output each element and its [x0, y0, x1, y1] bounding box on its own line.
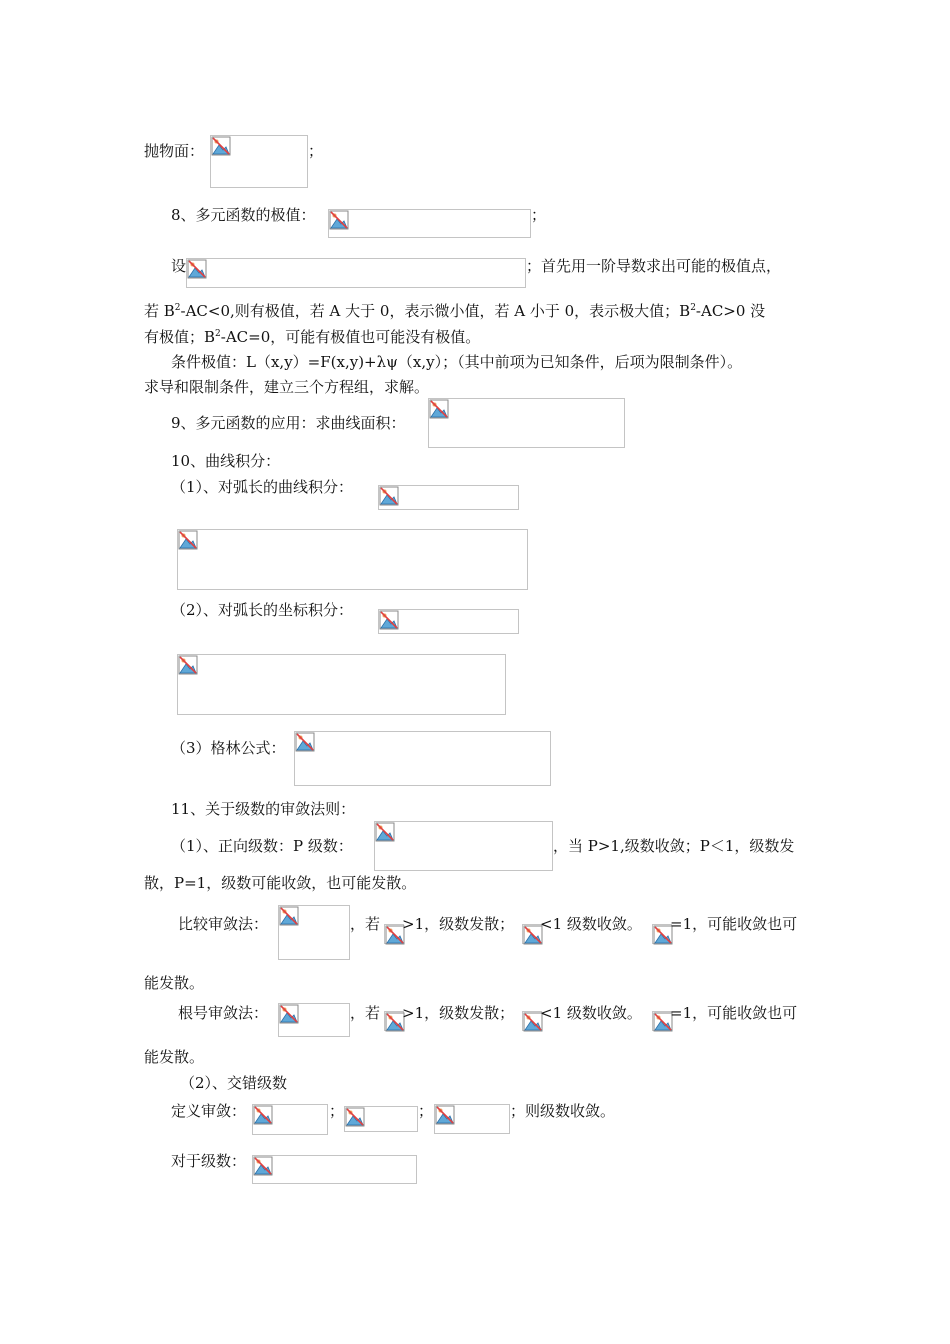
text-semicolon: ；	[418, 1102, 434, 1120]
text-p-series-cont: 散，P=1，级数可能收敛，也可能发散。	[144, 874, 417, 892]
broken-image-icon	[429, 399, 449, 419]
broken-image-icon	[279, 1004, 299, 1024]
formula-image-13	[522, 924, 542, 944]
formula-image-18	[652, 1011, 672, 1031]
formula-image-4	[428, 398, 625, 448]
text-semicolon: ；	[308, 142, 324, 160]
text-if: ，若	[350, 1004, 381, 1022]
formula-image-20	[344, 1106, 418, 1132]
text-diverge: >1，级数发散；	[402, 1004, 515, 1022]
broken-image-icon	[187, 259, 207, 279]
formula-image-11	[278, 905, 350, 960]
text-semicolon: ；	[531, 206, 547, 224]
text-maybe-diverge: 能发散。	[144, 974, 205, 992]
broken-image-icon	[329, 210, 349, 230]
text-for-series: 对于级数：	[171, 1152, 247, 1170]
broken-image-icon	[375, 822, 395, 842]
text-solve: 求导和限制条件，建立三个方程组，求解。	[144, 378, 430, 396]
broken-image-icon	[379, 610, 399, 630]
text-first-derivative: ；首先用一阶导数求出可能的极值点，	[526, 257, 782, 275]
text-converge: <1 级数收敛。	[540, 915, 642, 933]
broken-image-icon	[178, 530, 198, 550]
formula-image-15	[278, 1003, 350, 1037]
formula-image-9	[294, 731, 551, 786]
text-comparison-test: 比较审敛法：	[178, 915, 269, 933]
text-parabolic-surface: 抛物面：	[144, 142, 205, 160]
text-p-series: （1）、正向级数：P 级数：	[171, 837, 353, 855]
text-p-series-condition: ，当 P>1,级数收敛；P＜1，级数发	[553, 837, 795, 855]
heading-alternating-series: （2）、交错级数	[180, 1074, 288, 1092]
text-arc-length-integral: （1）、对弧长的曲线积分：	[171, 478, 354, 496]
text-if: ，若	[350, 915, 381, 933]
text-series-converges: ；则级数收敛。	[510, 1102, 616, 1120]
formula-image-19	[252, 1104, 328, 1135]
formula-image-10	[374, 821, 553, 871]
formula-image-7	[378, 609, 519, 634]
heading-10: 10、曲线积分：	[171, 452, 281, 470]
formula-image-6	[177, 529, 528, 590]
broken-image-icon	[178, 655, 198, 675]
formula-image-14	[652, 924, 672, 944]
formula-image-1	[210, 135, 308, 188]
text-definition-test: 定义审敛：	[171, 1102, 247, 1120]
text-extremum-condition: 若 $B^2-AC<0$,则有极值，若 A 大于 0，表示微小值，若 A 小于 0，表示极大值；$B^2-AC>0$ 没	[144, 302, 766, 320]
heading-8: 8、多元函数的极值：	[171, 206, 316, 224]
broken-image-icon	[279, 906, 299, 926]
broken-image-icon	[379, 486, 399, 506]
broken-image-icon	[211, 136, 231, 156]
formula-image-16	[384, 1011, 404, 1031]
formula-image-3	[186, 258, 526, 288]
formula-image-12	[384, 924, 404, 944]
text-semicolon: ；	[329, 1102, 345, 1120]
formula-image-22	[252, 1155, 417, 1184]
broken-image-icon	[345, 1107, 365, 1127]
broken-image-icon	[253, 1105, 273, 1125]
text-diverge: >1，级数发散；	[402, 915, 515, 933]
broken-image-icon	[295, 732, 315, 752]
text-maybe: =1，可能收敛也可	[670, 1004, 798, 1022]
formula-image-8	[177, 654, 506, 715]
broken-image-icon	[253, 1156, 273, 1176]
formula-image-5	[378, 485, 519, 510]
formula-image-17	[522, 1011, 542, 1031]
text-green-formula: （3）格林公式：	[171, 739, 286, 757]
text-maybe-diverge: 能发散。	[144, 1048, 205, 1066]
text-no-extremum: 有极值；$B^2-AC=0$，可能有极值也可能没有极值。	[144, 328, 481, 346]
text-maybe: =1，可能收敛也可	[670, 915, 798, 933]
text-coordinate-integral: （2）、对弧长的坐标积分：	[171, 601, 354, 619]
broken-image-icon	[435, 1105, 455, 1125]
heading-11: 11、关于级数的审敛法则：	[171, 800, 356, 818]
text-conditional-extremum: 条件极值：L（x,y）=F(x,y)+λψ（x,y）；（其中前项为已知条件，后项为限制条件）。	[171, 353, 743, 371]
heading-9: 9、多元函数的应用：求曲线面积：	[171, 414, 406, 432]
text-root-test: 根号审敛法：	[178, 1004, 269, 1022]
text-converge: <1 级数收敛。	[540, 1004, 642, 1022]
text-let: 设	[171, 257, 187, 275]
formula-image-21	[434, 1104, 510, 1134]
formula-image-2	[328, 209, 531, 238]
